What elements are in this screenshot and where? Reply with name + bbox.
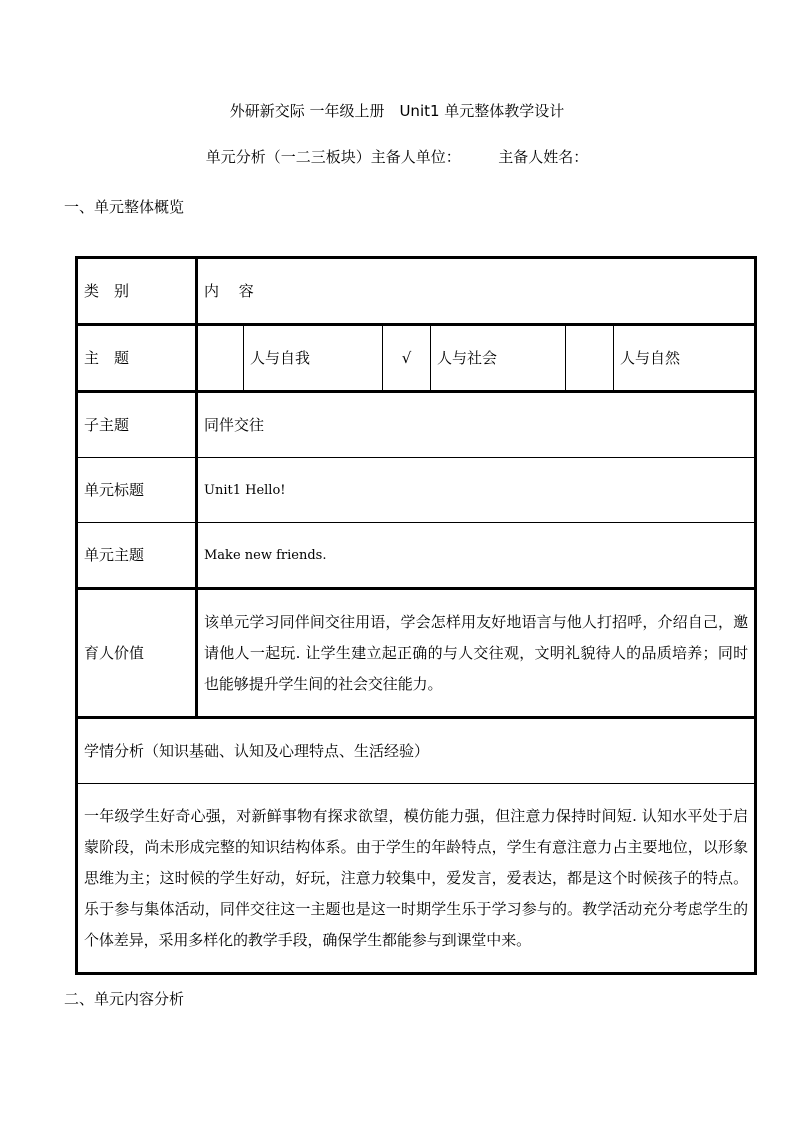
theme-option-1-label: 人与自我	[244, 325, 383, 392]
unit-topic-row	[77, 523, 756, 589]
table-header-row	[77, 258, 756, 325]
learning-analysis-heading-row	[77, 718, 756, 784]
document-subtitle: 单元分析（一二三板块）主备人单位： 主备人姓名：	[205, 148, 589, 166]
theme-option-2-label: 人与社会	[431, 325, 566, 392]
unit-title-row	[77, 458, 756, 523]
document-title: 外研新交际 一年级上册 Unit1 单元整体教学设计	[229, 102, 565, 120]
education-value-label: 育人价值	[77, 589, 197, 718]
subtheme-row	[77, 392, 756, 458]
education-value-paragraph: 该单元学习同伴间交往用语，学会怎样用友好地语言与他人打招呼，介绍自己，邀请他人一起玩. 让学生建立起正确的与人交往观，文明礼貌待人的品质培养；同时也能够提升学生间的社会交往能力。	[204, 612, 748, 693]
section-heading-content-analysis: 二、单元内容分析	[64, 990, 185, 1008]
theme-option-3-mark	[566, 325, 614, 392]
learning-analysis-paragraph: 一年级学生好奇心强，对新鲜事物有探求欲望，模仿能力强，但注意力保持时间短. 认知水平处于启蒙阶段，尚未形成完整的知识结构体系。由于学生的年龄特点，学生有意注意力占主要地位，以形象思维为主；这时候的学生好动，好玩，注意力较集中，爱发言，爱表达，都是这个时候孩子的特点。乐于参与集体活动，同伴交往这一主题也是这一时期学生乐于学习参与的。教学活动充分考虑学生的个体差异，采用多样化的教学手段，确保学生都能参与到课堂中来。	[84, 806, 748, 949]
education-value-row	[77, 589, 756, 718]
learning-analysis-row	[77, 784, 756, 974]
theme-option-2-mark: √	[383, 325, 431, 392]
theme-label: 主 题	[77, 325, 197, 392]
subtheme-label: 子主题	[77, 392, 197, 458]
theme-option-3-label: 人与自然	[614, 325, 756, 392]
education-value-text	[197, 589, 756, 718]
learning-analysis-text	[77, 784, 756, 974]
unit-title-label: 单元标题	[77, 458, 197, 523]
section-heading-overview: 一、单元整体概览	[64, 198, 185, 216]
header-content-cell: 内 容	[197, 258, 756, 325]
unit-overview-table	[75, 256, 757, 975]
theme-row	[77, 325, 756, 392]
unit-topic-value: Make new friends.	[197, 523, 756, 589]
unit-topic-label: 单元主题	[77, 523, 197, 589]
unit-title-value: Unit1 Hello!	[197, 458, 756, 523]
subtheme-value: 同伴交往	[197, 392, 756, 458]
theme-option-1-mark	[197, 325, 244, 392]
header-category-cell: 类 别	[77, 258, 197, 325]
learning-analysis-heading: 学情分析（知识基础、认知及心理特点、生活经验）	[77, 718, 756, 784]
